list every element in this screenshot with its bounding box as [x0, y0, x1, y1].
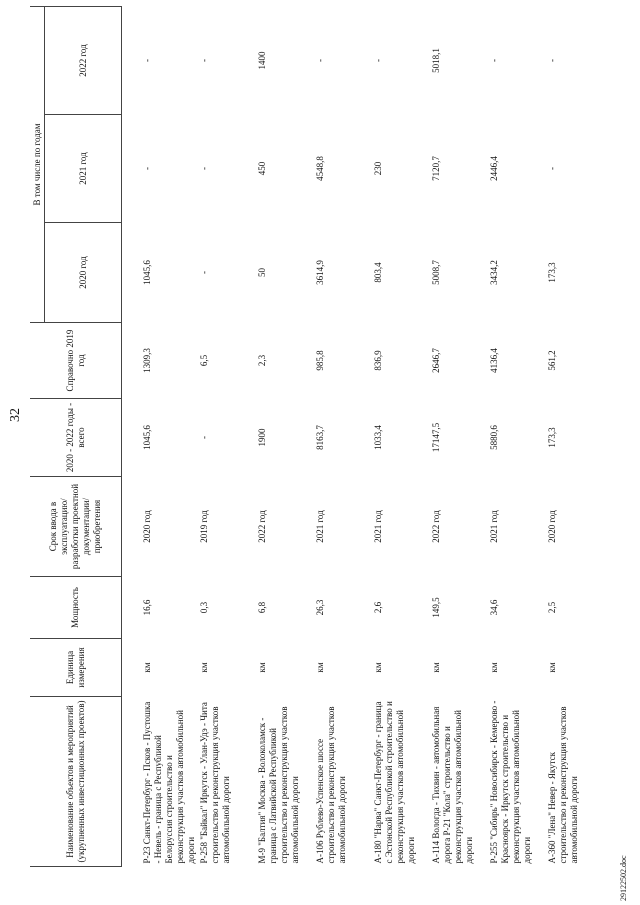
header-2021: 2021 год	[45, 115, 122, 223]
page-number: 32	[8, 408, 23, 422]
row-2021: -	[142, 167, 152, 170]
row-2021: -	[199, 167, 209, 170]
row-total: 8163,7	[315, 425, 325, 450]
row-total: 17147,5	[431, 422, 441, 453]
row-ref2019: 2,3	[257, 354, 267, 367]
row-2022: 5018,1	[431, 48, 441, 73]
header-commissioning: Срок ввода в эксплуатацию/ разработки проектной документации/ приобретения	[30, 477, 122, 577]
row-2021: 2446,4	[489, 156, 499, 181]
row-2021: -	[547, 167, 557, 170]
row-term: 2020 год	[547, 510, 557, 543]
row-term: 2019 год	[199, 510, 209, 543]
table-row	[122, 7, 199, 867]
header-total: 2020 - 2022 годы - всего	[30, 399, 122, 477]
row-ref2019: 6,5	[199, 354, 209, 367]
row-name: А-180 "Нарва" Санкт-Петербург - граница с Эстонской Республикой строительство и реконструкция участков автомобильной дороги	[373, 701, 416, 864]
row-term: 2022 год	[431, 510, 441, 543]
row-capacity: 149,5	[431, 597, 441, 618]
row-unit: км	[373, 662, 383, 673]
row-name: Р-23 Санкт-Петербург - Псков - Пустошка - Невель - граница с Республикой Белоруссия строительство и реконструкция участков автомобильной дороги	[142, 701, 196, 864]
row-capacity: 6,8	[257, 601, 267, 614]
row-ref2019: 1309,3	[142, 348, 152, 373]
row-2020: 1045,6	[142, 260, 152, 285]
row-name: Р-255 "Сибирь" Новосибирск - Кемерово - Красноярск - Иркутск строительство и реконструкция участков автомобильной дороги	[489, 700, 532, 864]
table-row	[314, 7, 372, 867]
row-total: 173,3	[547, 427, 557, 448]
header-2020: 2020 год	[45, 223, 122, 323]
row-name: Р-258 "Байкал" Иркутск - Улан-Удэ - Чита строительство и реконструкция участков автомобильной дороги	[199, 702, 231, 864]
row-capacity: 2,6	[373, 601, 383, 614]
table-row	[198, 7, 256, 867]
row-total: 1033,4	[373, 425, 383, 450]
row-capacity: 26,3	[315, 599, 325, 616]
row-term: 2021 год	[315, 510, 325, 543]
row-2021: 4548,8	[315, 156, 325, 181]
row-2022: 1400	[257, 51, 267, 70]
row-2022: -	[373, 59, 383, 62]
row-term: 2021 год	[373, 510, 383, 543]
row-name: А-114 Вологда - Тихвин - автомобильная дорога Р-21 "Кола" строительство и реконструкция участков автомобильной дороги	[431, 706, 474, 864]
investment-table	[30, 6, 604, 867]
row-ref2019: 4136,4	[489, 348, 499, 373]
row-unit: км	[489, 662, 499, 673]
row-unit: км	[315, 662, 325, 673]
row-2020: -	[199, 271, 209, 274]
header-2022: 2022 год	[45, 7, 122, 115]
document-code: 29122502.doc	[619, 855, 628, 901]
row-ref2019: 2646,7	[431, 348, 441, 373]
row-ref2019: 561,2	[547, 350, 557, 371]
row-name: М-9 "Балтия" Москва - Волоколамск - граница с Латвийской Республикой строительство и реконструкция участков автомобильной дороги	[257, 706, 300, 864]
row-total: -	[199, 436, 209, 439]
row-capacity: 34,6	[489, 599, 499, 616]
row-2022: -	[547, 59, 557, 62]
table-row	[430, 7, 488, 867]
table-row	[488, 7, 546, 867]
row-2020: 3614,9	[315, 260, 325, 285]
row-2021: 230	[373, 161, 383, 176]
row-2020: 5008,7	[431, 260, 441, 285]
row-2020: 803,4	[373, 262, 383, 283]
header-reference: Справочно 2019 год	[30, 323, 122, 399]
row-2022: -	[489, 59, 499, 62]
table-row	[372, 7, 430, 867]
header-name: Наименование объектов и мероприятий (укрупненных инвестиционных проектов)	[30, 697, 122, 867]
row-total: 1045,6	[142, 425, 152, 450]
row-2020: 50	[257, 268, 267, 277]
row-unit: км	[142, 662, 152, 673]
row-total: 1900	[257, 428, 267, 447]
row-unit: км	[431, 662, 441, 673]
row-name: А-360 "Лена" Невер - Якутск строительство и реконструкция участков автомобильной дороги	[547, 706, 579, 864]
table-row	[256, 7, 314, 867]
row-total: 5880,6	[489, 425, 499, 450]
row-capacity: 16,6	[142, 599, 152, 616]
row-2021: 450	[257, 161, 267, 176]
row-2022: -	[199, 59, 209, 62]
row-term: 2022 год	[257, 510, 267, 543]
table-row	[546, 7, 604, 867]
row-2021: 7120,7	[431, 156, 441, 181]
header-including: В том числе по годам	[30, 7, 45, 323]
row-2022: -	[142, 59, 152, 62]
row-term: 2020 год	[142, 510, 152, 543]
row-unit: км	[257, 662, 267, 673]
header-unit: Единица измерения	[30, 639, 122, 697]
row-2020: 3434,2	[489, 260, 499, 285]
row-ref2019: 836,9	[373, 350, 383, 371]
header-capacity: Мощность	[30, 577, 122, 639]
row-2020: 173,3	[547, 262, 557, 283]
row-capacity: 2,5	[547, 601, 557, 614]
row-ref2019: 985,8	[315, 350, 325, 371]
row-2022: -	[315, 59, 325, 62]
row-name: А-106 Рублево-Успенское шоссе строительство и реконструкция участков автомобильной дороги	[315, 706, 347, 864]
row-capacity: 0,3	[199, 601, 209, 614]
row-term: 2021 год	[489, 510, 499, 543]
row-unit: км	[199, 662, 209, 673]
row-unit: км	[547, 662, 557, 673]
